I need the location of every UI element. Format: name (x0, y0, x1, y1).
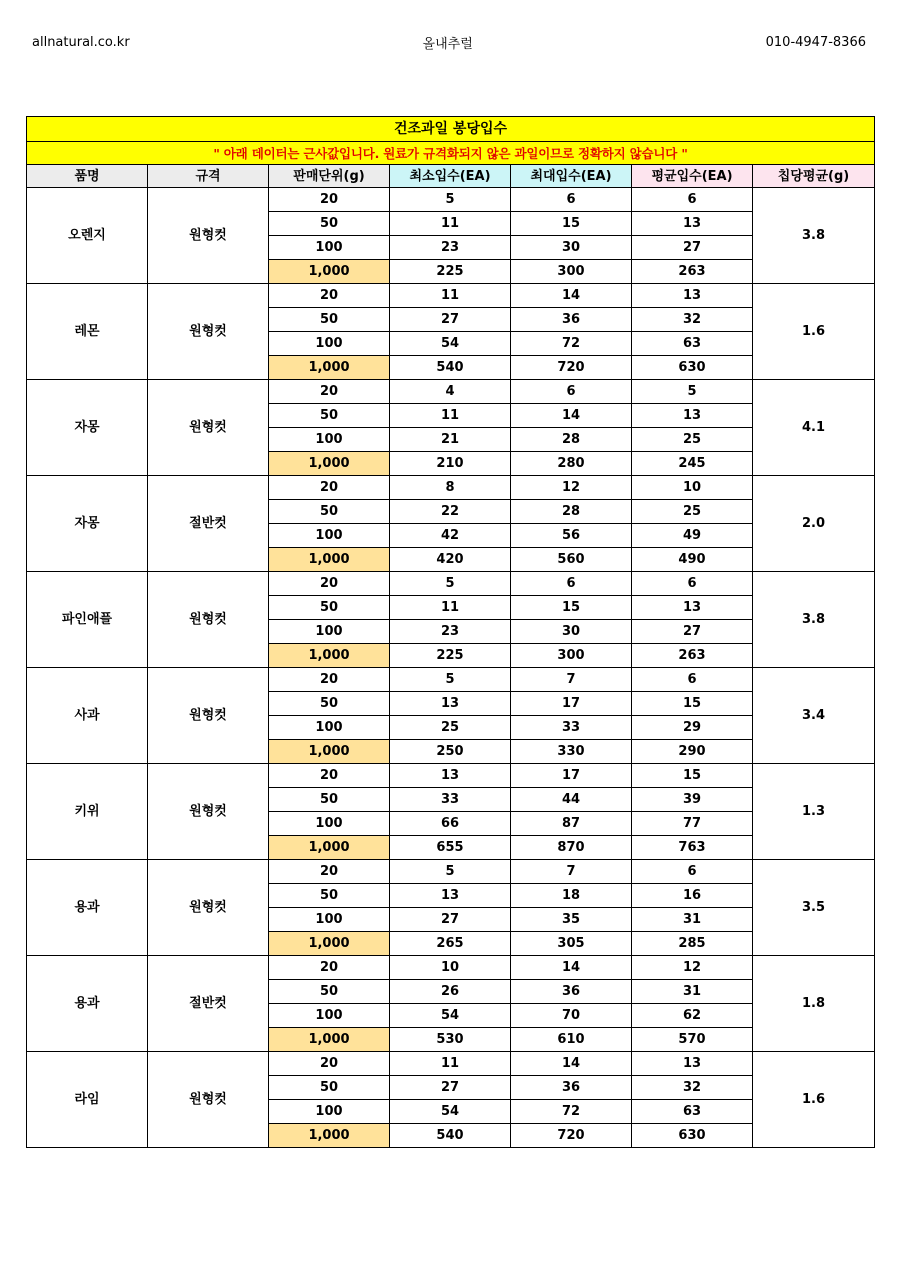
product-name-cell: 자몽 (27, 476, 148, 572)
product-spec-cell: 원형컷 (148, 380, 269, 476)
column-header-avg: 평균입수(EA) (632, 165, 753, 188)
unit-cell: 50 (269, 788, 390, 812)
avg-count-cell: 27 (632, 236, 753, 260)
product-name-cell: 파인애플 (27, 572, 148, 668)
avg-count-cell: 63 (632, 1100, 753, 1124)
column-header-unit: 판매단위(g) (269, 165, 390, 188)
unit-cell: 1,000 (269, 1028, 390, 1052)
max-count-cell: 7 (511, 860, 632, 884)
table-row (27, 572, 875, 596)
unit-cell: 50 (269, 884, 390, 908)
max-count-cell: 12 (511, 476, 632, 500)
max-count-cell: 14 (511, 1052, 632, 1076)
max-count-cell: 610 (511, 1028, 632, 1052)
min-count-cell: 26 (390, 980, 511, 1004)
max-count-cell: 36 (511, 308, 632, 332)
min-count-cell: 250 (390, 740, 511, 764)
table-row (27, 860, 875, 884)
table-row (27, 764, 875, 788)
avg-per-chip-cell: 1.6 (753, 284, 875, 380)
product-spec-cell: 원형컷 (148, 764, 269, 860)
min-count-cell: 4 (390, 380, 511, 404)
product-spec-cell: 원형컷 (148, 284, 269, 380)
avg-count-cell: 630 (632, 356, 753, 380)
avg-count-cell: 77 (632, 812, 753, 836)
max-count-cell: 720 (511, 1124, 632, 1148)
max-count-cell: 28 (511, 428, 632, 452)
header-row (27, 165, 875, 188)
min-count-cell: 33 (390, 788, 511, 812)
max-count-cell: 35 (511, 908, 632, 932)
column-header-max: 최대입수(EA) (511, 165, 632, 188)
avg-per-chip-cell: 3.5 (753, 860, 875, 956)
min-count-cell: 27 (390, 308, 511, 332)
max-count-cell: 36 (511, 980, 632, 1004)
max-count-cell: 560 (511, 548, 632, 572)
phone-number: 010-4947-8366 (765, 34, 866, 50)
table-title: 건조과일 봉당입수 (27, 117, 875, 142)
avg-count-cell: 15 (632, 764, 753, 788)
column-header-spec: 규격 (148, 165, 269, 188)
min-count-cell: 23 (390, 620, 511, 644)
max-count-cell: 72 (511, 1100, 632, 1124)
min-count-cell: 23 (390, 236, 511, 260)
table-row (27, 476, 875, 500)
unit-cell: 1,000 (269, 644, 390, 668)
product-spec-cell: 원형컷 (148, 572, 269, 668)
unit-cell: 1,000 (269, 836, 390, 860)
avg-count-cell: 763 (632, 836, 753, 860)
avg-count-cell: 13 (632, 212, 753, 236)
avg-count-cell: 290 (632, 740, 753, 764)
min-count-cell: 11 (390, 596, 511, 620)
table-row (27, 668, 875, 692)
column-header-min: 최소입수(EA) (390, 165, 511, 188)
avg-count-cell: 6 (632, 188, 753, 212)
max-count-cell: 28 (511, 500, 632, 524)
avg-count-cell: 263 (632, 644, 753, 668)
min-count-cell: 54 (390, 1100, 511, 1124)
min-count-cell: 8 (390, 476, 511, 500)
product-spec-cell: 원형컷 (148, 668, 269, 764)
avg-count-cell: 6 (632, 572, 753, 596)
min-count-cell: 5 (390, 668, 511, 692)
avg-per-chip-cell: 3.8 (753, 572, 875, 668)
avg-count-cell: 6 (632, 860, 753, 884)
product-name-cell: 용과 (27, 860, 148, 956)
avg-count-cell: 285 (632, 932, 753, 956)
unit-cell: 20 (269, 572, 390, 596)
max-count-cell: 14 (511, 284, 632, 308)
avg-count-cell: 10 (632, 476, 753, 500)
product-name-cell: 라임 (27, 1052, 148, 1148)
avg-count-cell: 49 (632, 524, 753, 548)
unit-cell: 20 (269, 476, 390, 500)
unit-cell: 1,000 (269, 452, 390, 476)
unit-cell: 1,000 (269, 932, 390, 956)
unit-cell: 1,000 (269, 356, 390, 380)
min-count-cell: 42 (390, 524, 511, 548)
min-count-cell: 210 (390, 452, 511, 476)
min-count-cell: 225 (390, 260, 511, 284)
product-name-cell: 용과 (27, 956, 148, 1052)
min-count-cell: 11 (390, 404, 511, 428)
max-count-cell: 17 (511, 692, 632, 716)
unit-cell: 20 (269, 188, 390, 212)
avg-count-cell: 25 (632, 500, 753, 524)
max-count-cell: 33 (511, 716, 632, 740)
min-count-cell: 10 (390, 956, 511, 980)
min-count-cell: 11 (390, 1052, 511, 1076)
table-row (27, 380, 875, 404)
avg-count-cell: 29 (632, 716, 753, 740)
avg-per-chip-cell: 4.1 (753, 380, 875, 476)
unit-cell: 50 (269, 980, 390, 1004)
avg-count-cell: 32 (632, 308, 753, 332)
min-count-cell: 13 (390, 884, 511, 908)
unit-cell: 100 (269, 1004, 390, 1028)
brand-name: 올내추럴 (422, 36, 473, 52)
unit-cell: 100 (269, 428, 390, 452)
avg-count-cell: 12 (632, 956, 753, 980)
avg-count-cell: 13 (632, 596, 753, 620)
unit-cell: 1,000 (269, 740, 390, 764)
column-header-avg-per-chip: 칩당평균(g) (753, 165, 875, 188)
unit-cell: 100 (269, 332, 390, 356)
avg-count-cell: 6 (632, 668, 753, 692)
avg-count-cell: 5 (632, 380, 753, 404)
max-count-cell: 14 (511, 956, 632, 980)
avg-per-chip-cell: 3.4 (753, 668, 875, 764)
table-row (27, 1052, 875, 1076)
min-count-cell: 265 (390, 932, 511, 956)
max-count-cell: 30 (511, 620, 632, 644)
site-url: allnatural.co.kr (32, 34, 130, 50)
unit-cell: 1,000 (269, 260, 390, 284)
min-count-cell: 540 (390, 356, 511, 380)
unit-cell: 20 (269, 1052, 390, 1076)
avg-count-cell: 25 (632, 428, 753, 452)
max-count-cell: 6 (511, 572, 632, 596)
avg-per-chip-cell: 3.8 (753, 188, 875, 284)
avg-count-cell: 263 (632, 260, 753, 284)
avg-count-cell: 16 (632, 884, 753, 908)
min-count-cell: 25 (390, 716, 511, 740)
unit-cell: 20 (269, 860, 390, 884)
product-spec-cell: 원형컷 (148, 860, 269, 956)
unit-cell: 50 (269, 596, 390, 620)
packing-count-table (26, 116, 875, 1148)
unit-cell: 100 (269, 236, 390, 260)
max-count-cell: 6 (511, 380, 632, 404)
unit-cell: 50 (269, 500, 390, 524)
unit-cell: 20 (269, 380, 390, 404)
page-header (32, 33, 866, 51)
max-count-cell: 44 (511, 788, 632, 812)
unit-cell: 50 (269, 692, 390, 716)
product-name-cell: 오렌지 (27, 188, 148, 284)
min-count-cell: 225 (390, 644, 511, 668)
unit-cell: 100 (269, 620, 390, 644)
column-header-product: 품명 (27, 165, 148, 188)
unit-cell: 50 (269, 308, 390, 332)
unit-cell: 1,000 (269, 1124, 390, 1148)
product-spec-cell: 절반컷 (148, 956, 269, 1052)
unit-cell: 1,000 (269, 548, 390, 572)
max-count-cell: 305 (511, 932, 632, 956)
min-count-cell: 22 (390, 500, 511, 524)
product-spec-cell: 원형컷 (148, 1052, 269, 1148)
unit-cell: 100 (269, 812, 390, 836)
avg-count-cell: 63 (632, 332, 753, 356)
avg-count-cell: 13 (632, 284, 753, 308)
avg-count-cell: 13 (632, 404, 753, 428)
avg-count-cell: 15 (632, 692, 753, 716)
max-count-cell: 300 (511, 260, 632, 284)
min-count-cell: 655 (390, 836, 511, 860)
avg-per-chip-cell: 1.8 (753, 956, 875, 1052)
avg-count-cell: 62 (632, 1004, 753, 1028)
title-row (27, 117, 875, 142)
min-count-cell: 540 (390, 1124, 511, 1148)
product-name-cell: 자몽 (27, 380, 148, 476)
max-count-cell: 15 (511, 596, 632, 620)
avg-count-cell: 32 (632, 1076, 753, 1100)
min-count-cell: 11 (390, 212, 511, 236)
max-count-cell: 15 (511, 212, 632, 236)
max-count-cell: 56 (511, 524, 632, 548)
avg-count-cell: 39 (632, 788, 753, 812)
min-count-cell: 5 (390, 572, 511, 596)
avg-count-cell: 31 (632, 908, 753, 932)
avg-count-cell: 245 (632, 452, 753, 476)
min-count-cell: 13 (390, 764, 511, 788)
min-count-cell: 530 (390, 1028, 511, 1052)
min-count-cell: 11 (390, 284, 511, 308)
avg-per-chip-cell: 1.3 (753, 764, 875, 860)
table-row (27, 284, 875, 308)
product-spec-cell: 절반컷 (148, 476, 269, 572)
max-count-cell: 280 (511, 452, 632, 476)
max-count-cell: 6 (511, 188, 632, 212)
avg-count-cell: 630 (632, 1124, 753, 1148)
unit-cell: 100 (269, 908, 390, 932)
avg-per-chip-cell: 2.0 (753, 476, 875, 572)
min-count-cell: 66 (390, 812, 511, 836)
avg-count-cell: 31 (632, 980, 753, 1004)
min-count-cell: 5 (390, 188, 511, 212)
unit-cell: 50 (269, 404, 390, 428)
unit-cell: 100 (269, 1100, 390, 1124)
max-count-cell: 30 (511, 236, 632, 260)
min-count-cell: 27 (390, 1076, 511, 1100)
max-count-cell: 72 (511, 332, 632, 356)
unit-cell: 100 (269, 716, 390, 740)
max-count-cell: 36 (511, 1076, 632, 1100)
max-count-cell: 7 (511, 668, 632, 692)
max-count-cell: 18 (511, 884, 632, 908)
min-count-cell: 54 (390, 332, 511, 356)
max-count-cell: 720 (511, 356, 632, 380)
min-count-cell: 54 (390, 1004, 511, 1028)
product-spec-cell: 원형컷 (148, 188, 269, 284)
max-count-cell: 14 (511, 404, 632, 428)
notice-row (27, 142, 875, 165)
max-count-cell: 300 (511, 644, 632, 668)
product-name-cell: 키위 (27, 764, 148, 860)
table-row (27, 188, 875, 212)
unit-cell: 50 (269, 1076, 390, 1100)
avg-count-cell: 27 (632, 620, 753, 644)
max-count-cell: 87 (511, 812, 632, 836)
min-count-cell: 420 (390, 548, 511, 572)
max-count-cell: 17 (511, 764, 632, 788)
product-name-cell: 레몬 (27, 284, 148, 380)
min-count-cell: 21 (390, 428, 511, 452)
avg-count-cell: 570 (632, 1028, 753, 1052)
min-count-cell: 27 (390, 908, 511, 932)
unit-cell: 20 (269, 764, 390, 788)
unit-cell: 20 (269, 668, 390, 692)
max-count-cell: 330 (511, 740, 632, 764)
max-count-cell: 70 (511, 1004, 632, 1028)
min-count-cell: 13 (390, 692, 511, 716)
unit-cell: 100 (269, 524, 390, 548)
min-count-cell: 5 (390, 860, 511, 884)
avg-count-cell: 13 (632, 1052, 753, 1076)
avg-per-chip-cell: 1.6 (753, 1052, 875, 1148)
product-name-cell: 사과 (27, 668, 148, 764)
avg-count-cell: 490 (632, 548, 753, 572)
approximation-notice: " 아래 데이터는 근사값입니다. 원료가 규격화되지 않은 과일이므로 정확하지 않습니다 " (27, 142, 875, 165)
table-row (27, 956, 875, 980)
max-count-cell: 870 (511, 836, 632, 860)
unit-cell: 50 (269, 212, 390, 236)
unit-cell: 20 (269, 284, 390, 308)
unit-cell: 20 (269, 956, 390, 980)
